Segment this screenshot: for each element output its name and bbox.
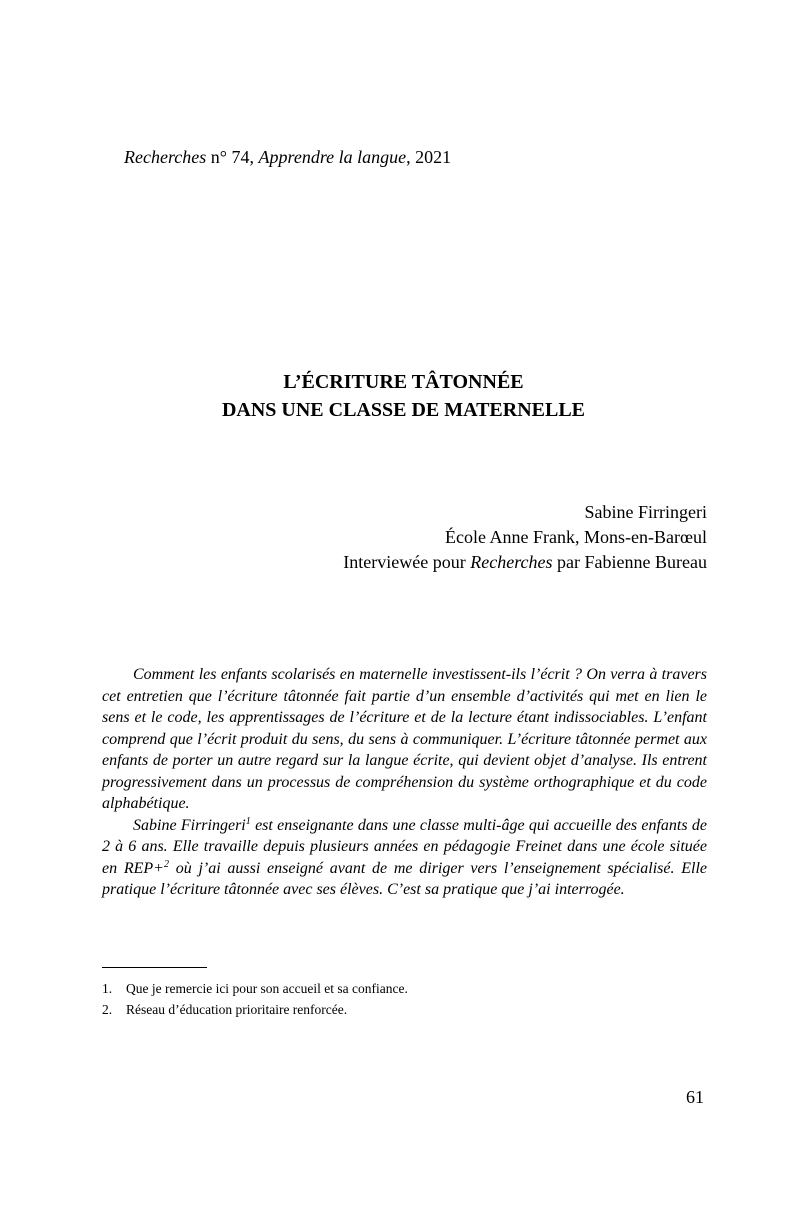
footnote-number: 1.: [102, 981, 113, 996]
abstract-paragraph-1: Comment les enfants scolarisés en maternelle investissent-ils l’écrit ? On verra à travers cet entretien que l’écriture tâtonnée fait partie d’un ensemble d’activités qui met en lien le sens et le code, les apprentissages de l’écriture et de la lecture étant indissociables. L’enfant comprend que l’écrit produit du sens, du sens à communiquer. L’écriture tâtonnée permet aux enfants de porter un autre regard sur la langue écrite, qui devient objet d’analyse. Ils entrent progressivement dans un processus de compréhension du système orthographique et du code alphabétique.: [102, 666, 707, 812]
footnote-number: 2.: [102, 1002, 113, 1017]
abstract-text-b: où j’ai aussi enseigné avant de me diriger vers l’enseignement spécialisé. Elle pratique l’écriture tâtonnée avec ses élèves. C’est sa pratique que j’ai interrogée.: [102, 859, 708, 898]
interview-prefix: Interviewée pour: [343, 552, 471, 572]
footnote-separator: [102, 967, 207, 968]
author-block: [343, 500, 707, 575]
title-line-2: DANS UNE CLASSE DE MATERNELLE: [221, 399, 586, 421]
interview-credit: [343, 550, 707, 575]
interview-suffix: par Fabienne Bureau: [552, 552, 707, 572]
abstract-text-a: est enseignante dans une classe multi-âge qui accueille des enfants de 2 à 6 ans. Elle travaille depuis plusieurs années en pédagogie Freinet dans une école située en REP+: [102, 816, 708, 877]
footnote-text: Réseau d’éducation prioritaire renforcée.: [126, 1002, 348, 1017]
abstract-paragraph-2: [102, 815, 707, 901]
teacher-name: Sabine Firringeri: [133, 816, 246, 834]
abstract: [102, 664, 707, 901]
footnote-ref-1: 1: [245, 815, 251, 827]
footnote-ref-2: 2: [163, 858, 169, 870]
author-affiliation: École Anne Frank, Mons-en-Barœul: [445, 527, 707, 547]
issue-theme: Apprendre la langue: [258, 147, 407, 167]
author-name: Sabine Firringeri: [584, 502, 707, 522]
journal-header: [124, 146, 451, 168]
footnote-2: [102, 999, 408, 1020]
issue-year: , 2021: [406, 147, 452, 167]
page-number: 61: [686, 1087, 704, 1107]
journal-name: Recherches: [124, 147, 207, 167]
footnote-text: Que je remercie ici pour son accueil et sa confiance.: [126, 981, 408, 996]
article-title: [0, 368, 807, 424]
footnote-1: [102, 978, 408, 999]
interview-journal: Recherches: [470, 552, 553, 572]
footnotes: [102, 978, 408, 1020]
issue-number: n° 74,: [206, 147, 259, 167]
title-line-1: L’ÉCRITURE TÂTONNÉE: [283, 371, 524, 393]
